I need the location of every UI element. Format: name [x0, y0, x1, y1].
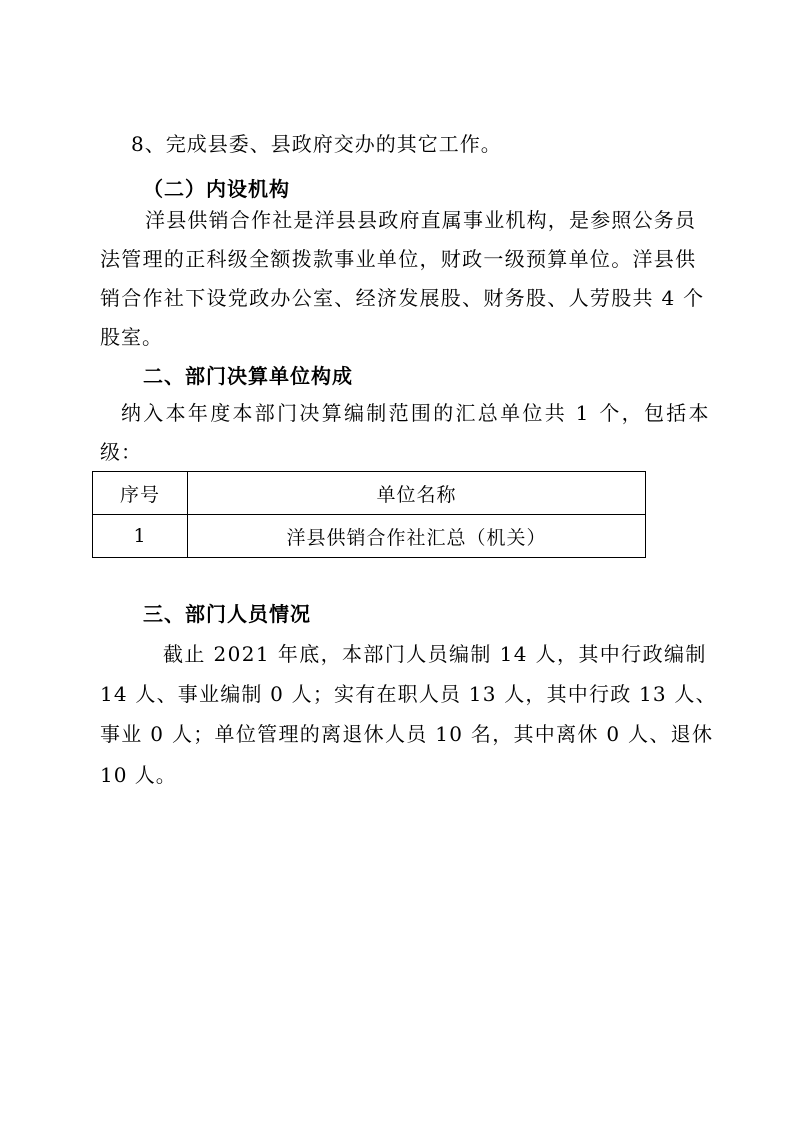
units-paragraph-line: 纳入本年度本部门决算编制范围的汇总单位共 1 个，包括本	[121, 401, 711, 425]
units-paragraph-line: 级：	[100, 440, 142, 464]
header-serial-number: 序号	[93, 472, 188, 515]
internal-paragraph-line: 法管理的正科级全额拨款事业单位，财政一级预算单位。洋县供	[100, 247, 697, 271]
internal-paragraph-line: 洋县供销合作社是洋县县政府直属事业机构，是参照公务员	[145, 208, 697, 232]
heading-internal-structure: （二）内设机构	[143, 177, 290, 201]
cell-serial-number: 1	[93, 515, 188, 558]
units-table	[92, 471, 646, 558]
item-8: 8、完成县委、县政府交办的其它工作。	[131, 132, 502, 156]
heading-unit-composition: 二、部门决算单位构成	[143, 364, 353, 388]
staff-paragraph-line: 14 人、事业编制 0 人；实有在职人员 13 人，其中行政 13 人、	[100, 682, 717, 706]
table-header-row	[93, 472, 646, 515]
staff-paragraph-line: 截止 2021 年底，本部门人员编制 14 人，其中行政编制	[163, 642, 707, 666]
internal-paragraph-line: 销合作社下设党政办公室、经济发展股、财务股、人劳股共 4 个	[100, 286, 705, 310]
heading-staff-situation: 三、部门人员情况	[143, 602, 311, 626]
cell-unit-name: 洋县供销合作社汇总（机关）	[188, 515, 646, 558]
table-row	[93, 515, 646, 558]
staff-paragraph-line: 事业 0 人；单位管理的离退休人员 10 名，其中离休 0 人、退休	[100, 722, 714, 746]
internal-paragraph-line: 股室。	[100, 325, 163, 349]
staff-paragraph-line: 10 人。	[100, 763, 177, 787]
header-unit-name: 单位名称	[188, 472, 646, 515]
